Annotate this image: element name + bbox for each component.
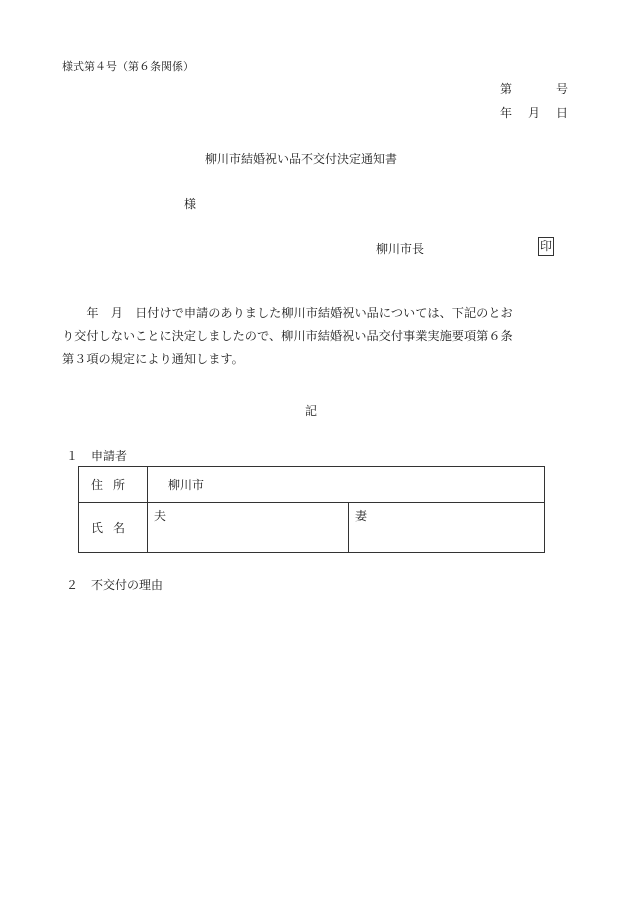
notice-body-line-2: り交付しないことに決定しましたので、柳川市結婚祝い品交付事業実施要項第６条 [62, 329, 513, 343]
section-number: １ [66, 449, 79, 463]
addressee-honorific: 様 [184, 197, 197, 211]
section-reason-heading [66, 576, 163, 593]
address-label: 住所 [79, 467, 148, 503]
form-number: 様式第４号（第６条関係） [62, 60, 194, 73]
document-number-suffix: 号 [556, 82, 569, 96]
address-value: 柳川市 [148, 467, 545, 503]
name-label: 氏名 [79, 503, 148, 553]
seal-mark: 印 [538, 237, 554, 256]
document-title: 柳川市結婚祝い品不交付決定通知書 [205, 152, 398, 166]
section-title: 不交付の理由 [91, 578, 164, 592]
date-year-label: 年 [500, 106, 513, 120]
applicant-table [78, 466, 545, 553]
section-title: 申請者 [91, 449, 128, 463]
section-applicant-heading [66, 447, 127, 464]
notice-body-line-1: 年 月 日付けで申請のありました柳川市結婚祝い品については、下記のとお [62, 306, 513, 320]
address-row [79, 467, 545, 503]
husband-name-cell: 夫 [148, 503, 349, 553]
document-number-label: 第 [500, 82, 513, 96]
issuer-name: 柳川市長 [376, 242, 425, 256]
section-number: ２ [66, 578, 79, 592]
ki-heading: 記 [305, 404, 318, 418]
notice-body-line-3: 第３項の規定により通知します。 [62, 352, 244, 366]
date-month-label: 月 [528, 106, 541, 120]
name-row [79, 503, 545, 553]
notice-body [62, 302, 574, 371]
wife-name-cell: 妻 [349, 503, 545, 553]
date-day-label: 日 [556, 106, 569, 120]
